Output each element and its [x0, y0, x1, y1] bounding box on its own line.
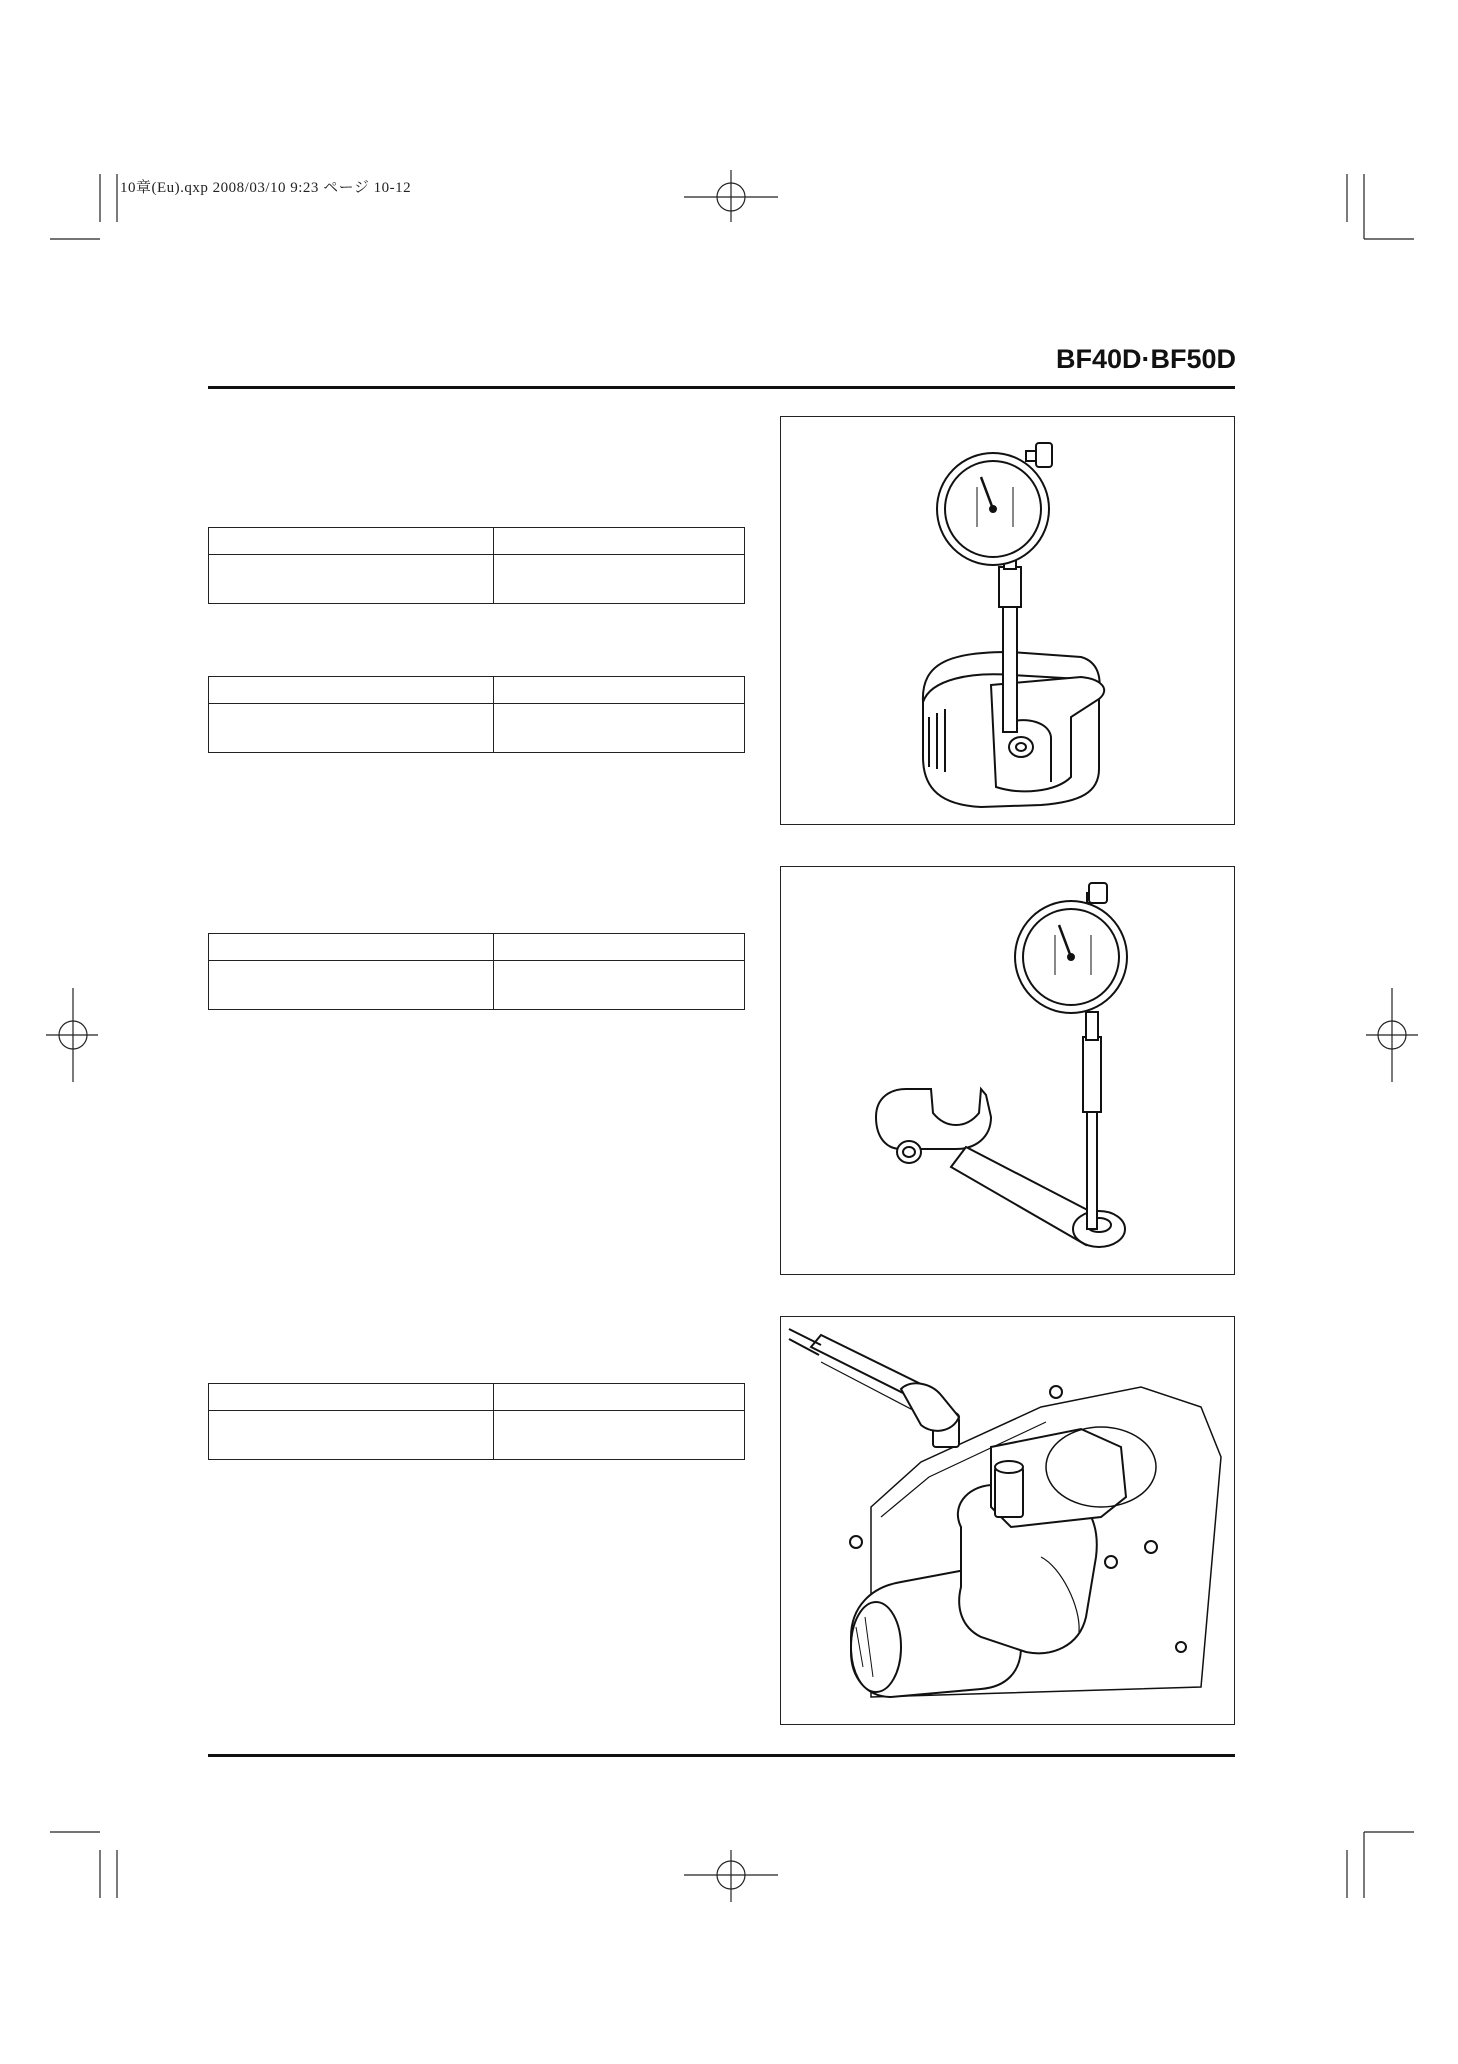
footer-rule	[208, 1754, 1235, 1757]
table-cell	[494, 1411, 745, 1460]
table-header-cell	[209, 934, 494, 961]
figure-crankshaft-torque	[780, 1316, 1235, 1725]
table-row	[209, 555, 745, 604]
dial-gauge-connecting-rod-icon	[781, 867, 1233, 1273]
table-cell	[494, 704, 745, 753]
table-header-row	[209, 1384, 745, 1411]
table-row	[209, 961, 745, 1010]
table-header-row	[209, 677, 745, 704]
table-row	[209, 704, 745, 753]
model-title: BF40D·BF50D	[1055, 344, 1236, 374]
print-job-header: 10章(Eu).qxp 2008/03/10 9:23 ページ 10-12	[120, 180, 412, 196]
torque-wrench-crankshaft-icon	[781, 1317, 1233, 1723]
table-header-cell	[494, 677, 745, 704]
header-rule	[208, 386, 1235, 389]
dial-gauge-piston-icon	[781, 417, 1233, 823]
table-cell	[494, 555, 745, 604]
table-row	[209, 1411, 745, 1460]
table-header-cell	[494, 934, 745, 961]
table-cell	[494, 961, 745, 1010]
table-cell	[209, 704, 494, 753]
spec-table-3	[208, 933, 745, 1010]
table-header-row	[209, 528, 745, 555]
table-cell	[209, 555, 494, 604]
table-header-cell	[209, 1384, 494, 1411]
spec-table-4	[208, 1383, 745, 1460]
figure-piston-pin-bore	[780, 416, 1235, 825]
table-header-cell	[209, 677, 494, 704]
figure-connecting-rod	[780, 866, 1235, 1275]
table-cell	[209, 1411, 494, 1460]
table-cell	[209, 961, 494, 1010]
table-header-cell	[494, 528, 745, 555]
table-header-cell	[209, 528, 494, 555]
table-header-cell	[494, 1384, 745, 1411]
table-header-row	[209, 934, 745, 961]
spec-table-1	[208, 527, 745, 604]
spec-table-2	[208, 676, 745, 753]
